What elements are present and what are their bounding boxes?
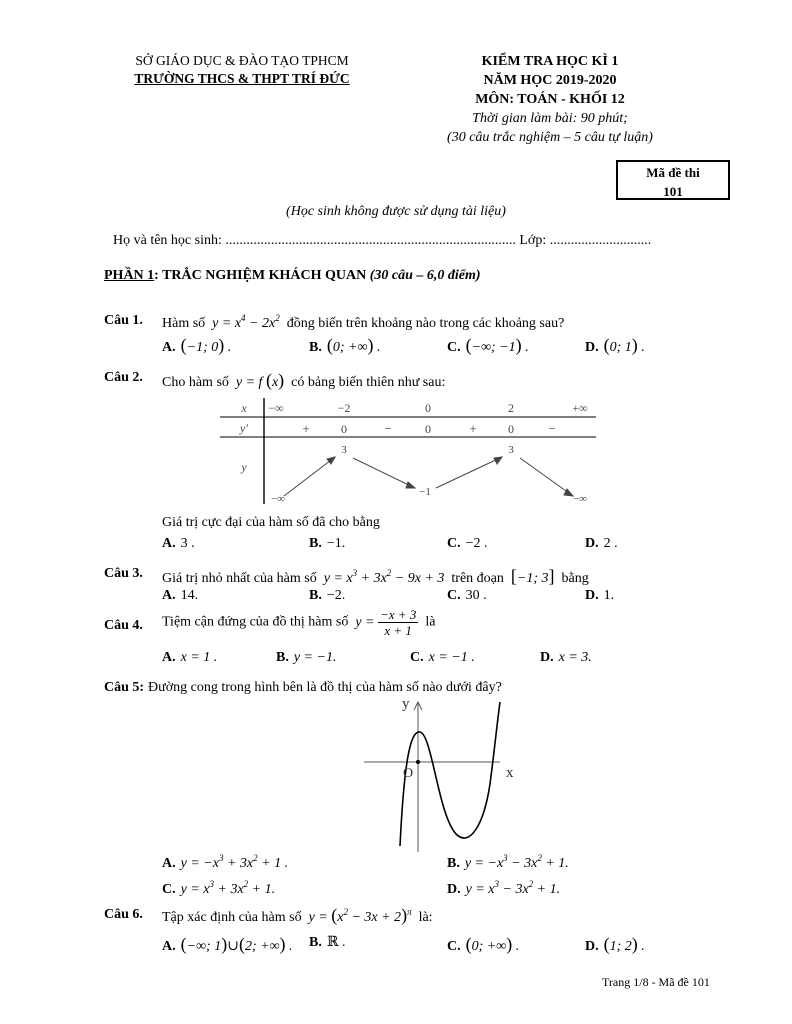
q2-label: Câu 2. [104, 370, 143, 385]
vt-x-2: 0 [425, 401, 431, 415]
q1-formula: $y = x^4 - 2x^2$ [208, 313, 280, 331]
part-label: PHẦN 1 [104, 268, 155, 283]
q5-option-b[interactable]: B. $y = -x^3 - 3x^2 + 1$. [447, 853, 569, 871]
q4-option-c[interactable]: C. x = −1 . [410, 650, 475, 665]
graph-y-label: y [402, 696, 410, 712]
q5-text: Đường cong trong hình bên là đồ thị của hàm số nào dưới đây? [148, 680, 502, 695]
duration: Thời gian làm bài: 90 phút; [472, 111, 628, 126]
q6-text: Tập xác định của hàm số $y = (x^2 - 3x + 2)^\pi$ là: [162, 905, 433, 925]
q1-option-d[interactable]: D. (0; 1) . [585, 335, 645, 355]
vt-sign-5: 0 [508, 422, 514, 436]
vt-sign-6: − [548, 421, 556, 436]
q5-option-c[interactable]: C. $y = x^3 + 3x^2 + 1$. [162, 879, 276, 897]
vt-x-label: x [241, 401, 247, 415]
exam-code-value: 101 [663, 184, 683, 199]
q5-option-d[interactable]: D. $y = x^3 - 3x^2 + 1$. [447, 879, 561, 897]
graph-origin-label: O [403, 766, 414, 781]
part-title: : TRẮC NGHIỆM KHÁCH QUAN [154, 268, 367, 283]
q4-option-d[interactable]: D. x = 3. [540, 650, 592, 665]
vt-y-0: −∞ [270, 493, 286, 505]
q1-option-c[interactable]: C. (−∞; −1) . [447, 335, 529, 355]
vt-sign-3: 0 [425, 422, 431, 436]
vt-arrowhead-1 [327, 457, 335, 464]
q4-formula: y = $\frac{-x + 3}{x + 1}$ [351, 607, 417, 638]
vt-sign-4: + [469, 421, 477, 436]
vt-arrow-down-1 [353, 458, 415, 488]
q3-option-b[interactable]: B. −2. [309, 588, 346, 603]
vt-sign-0: + [302, 421, 310, 436]
q4-option-b[interactable]: B. y = −1. [276, 650, 337, 665]
part-heading [104, 268, 481, 284]
variation-table [218, 396, 598, 508]
q2-option-c[interactable]: C. −2 . [447, 536, 488, 551]
q6-option-a[interactable]: A. (−∞; 1)∪(2; +∞) . [162, 934, 293, 954]
exam-header [400, 52, 700, 147]
q1-option-b[interactable]: B. (0; +∞) . [309, 335, 381, 355]
school-name: TRƯỜNG THCS & THPT TRÍ ĐỨC [134, 71, 350, 86]
vt-x-0: −∞ [268, 401, 284, 415]
q6-option-c[interactable]: C. (0; +∞) . [447, 934, 520, 954]
school-year: NĂM HỌC 2019-2020 [483, 73, 617, 88]
student-info-line: Họ và tên học sinh: ................................................................................... Lớp: ............................. [113, 233, 652, 248]
graph-origin-dot [416, 760, 420, 764]
q3-option-d[interactable]: D. 1. [585, 588, 615, 603]
q3-option-c[interactable]: C. 30 . [447, 588, 487, 603]
vt-y-1: 3 [341, 444, 347, 456]
structure: (30 câu trắc nghiệm – 5 câu tự luận) [447, 130, 653, 145]
q1-text: Hàm số $y = x^4 - 2x^2$ đồng biến trên khoảng nào trong các khoảng sau? [162, 313, 565, 331]
department-name: SỞ GIÁO DỤC & ĐÀO TẠO TPHCM [135, 53, 349, 68]
notice: (Học sinh không được sử dụng tài liệu) [286, 204, 506, 219]
q6-label: Câu 6. [104, 907, 143, 922]
vt-x-3: 2 [508, 401, 514, 415]
vt-x-1: −2 [337, 401, 351, 415]
q2-option-b[interactable]: B. −1. [309, 536, 346, 551]
vt-y-2: −1 [419, 486, 431, 498]
q6-option-b[interactable]: B. ℝ . [309, 935, 346, 950]
graph-x-label: x [506, 765, 514, 781]
q6-formula: $y = (x^2 - 3x + 2)^\pi$ [305, 905, 412, 925]
vt-y-label: y [241, 460, 247, 474]
vt-y-3: 3 [508, 444, 514, 456]
q3-label: Câu 3. [104, 566, 143, 581]
q2-text: Cho hàm số y = f (x) có bảng biến thiên như sau: [162, 370, 446, 390]
q6-option-d[interactable]: D. (1; 2) . [585, 934, 645, 954]
page-footer: Trang 1/8 - Mã đề 101 [602, 975, 710, 989]
q5-label: Câu 5: [104, 680, 145, 695]
vt-sign-2: − [384, 421, 392, 436]
q3-text: Giá trị nhỏ nhất của hàm số $y = x^3 + 3x^2 - 9x + 3$ trên đoạn [−1; 3] bằng [162, 566, 589, 586]
q1-option-a[interactable]: A. (−1; 0) . [162, 335, 232, 355]
exam-title: KIỂM TRA HỌC KÌ 1 [481, 54, 619, 69]
exam-code-box [616, 160, 730, 200]
q5-option-a[interactable]: A. $y = -x^3 + 3x^2 + 1$ . [162, 853, 289, 871]
vt-y-4: −∞ [572, 493, 588, 505]
function-graph [360, 694, 530, 854]
part-detail: (30 câu – 6,0 điểm) [366, 268, 481, 283]
vt-arrow-up-1 [284, 457, 335, 496]
vt-x-4: +∞ [572, 401, 588, 415]
q3-option-a[interactable]: A. 14. [162, 588, 199, 603]
q4-text: Tiệm cận đứng của đồ thị hàm số y = $\frac{-x + 3}{x + 1}$ là [162, 607, 436, 638]
q2-option-d[interactable]: D. 2 . [585, 536, 618, 551]
vt-yp-label: y′ [240, 421, 248, 435]
q4-option-a[interactable]: A. x = 1 . [162, 650, 218, 665]
q1-label: Câu 1. [104, 313, 143, 328]
vt-arrowhead-3 [494, 457, 502, 464]
exam-code-label: Mã đề thi [646, 165, 700, 180]
school-header [92, 52, 392, 88]
vt-arrowhead-2 [406, 482, 415, 488]
q4-label: Câu 4. [104, 618, 143, 633]
vt-arrow-up-2 [436, 457, 502, 488]
q3-interval: [−1; 3] [510, 566, 555, 586]
q2-formula: y = f (x) [232, 370, 285, 390]
subject: MÔN: TOÁN - KHỐI 12 [475, 92, 625, 107]
q3-formula: $y = x^3 + 3x^2 - 9x + 3$ [320, 568, 448, 586]
vt-sign-1: 0 [341, 422, 347, 436]
q2-option-a[interactable]: A. 3 . [162, 536, 195, 551]
q2-question: Giá trị cực đại của hàm số đã cho bằng [162, 515, 380, 530]
graph-curve [400, 702, 500, 846]
vt-arrow-down-2 [520, 458, 573, 496]
